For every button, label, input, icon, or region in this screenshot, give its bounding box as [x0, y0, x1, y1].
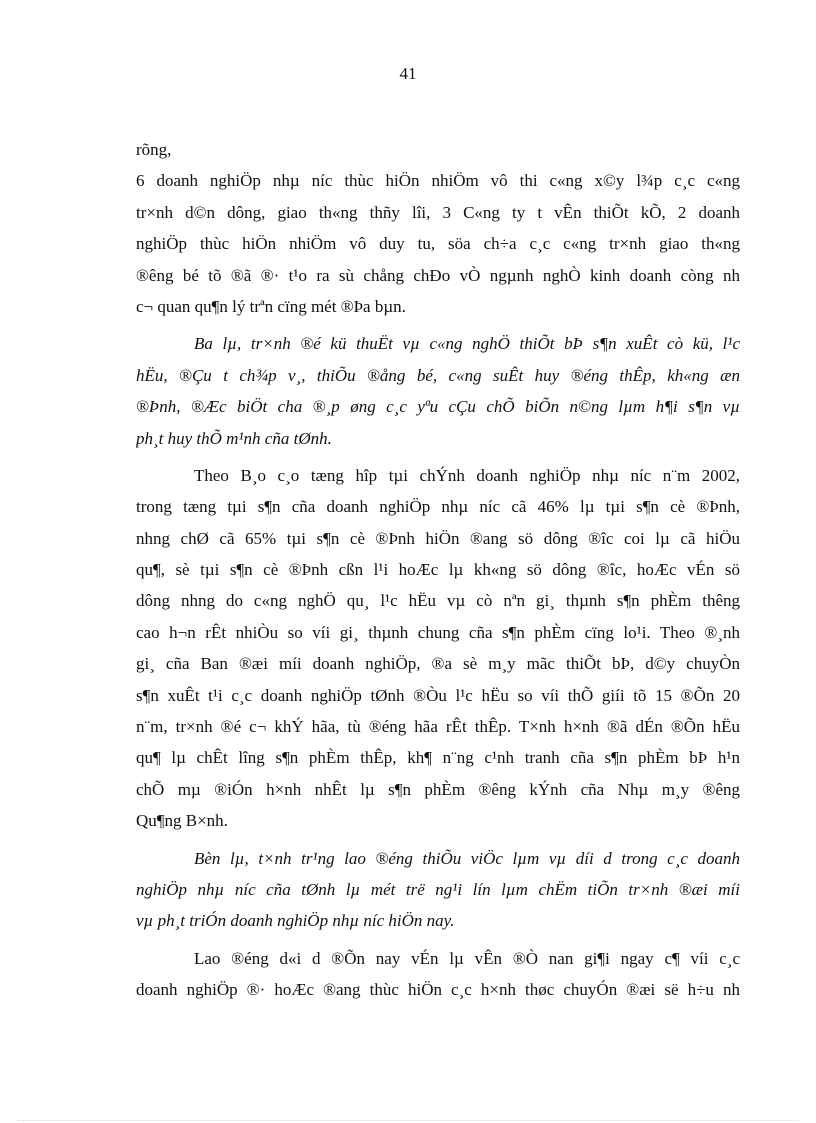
text-line: Theo B¸o c¸o tæng hîp tµi chÝnh doanh nghiÖp nhµ níc n¨m 2002,	[194, 465, 740, 485]
text-line: Ba lµ, tr×nh ®é kü thuËt vµ c«ng nghÖ thiÕt bÞ s¶n xuÊt cò kü, l¹c	[194, 334, 740, 354]
text-line: trong tæng tµi s¶n cña doanh nghiÖp nhµ níc cã 46% lµ tµi s¶n cè ®Þnh,	[136, 497, 740, 517]
paragraph-bao-cao	[136, 460, 740, 837]
text-line: chÕ mµ ®iÓn h×nh nhÊt lµ s¶n phÈm ®êng kÝnh cña Nhµ m¸y ®êng	[136, 779, 740, 799]
text-line: ®êng bé tõ ®ã ®· t¹o ra sù chång chÐo vÒ ngµnh nghÒ kinh doanh còng nh	[136, 265, 740, 285]
text-line: doanh nghiÖp ®· hoÆc ®ang thùc hiÖn c¸c h×nh thøc chuyÓn ®æi së h÷u nh	[136, 980, 740, 1000]
text-line: Lao ®éng d«i d ®Õn nay vÉn lµ vÊn ®Ò nan gi¶i ngay c¶ víi c¸c	[194, 948, 740, 968]
text-line: cao h¬n rÊt nhiÒu so víi gi¸ thµnh chung cña s¶n phÈm cïng lo¹i. Theo ®¸nh	[136, 622, 740, 642]
text-line: hËu, ®Çu t ch¾p v¸, thiÕu ®ång bé, c«ng suÊt huy ®éng thÊp, kh«ng æn	[136, 365, 740, 385]
page-number: 41	[399, 64, 417, 83]
paragraph-ba-la	[136, 328, 740, 454]
text-line: nhng chØ cã 65% tµi s¶n cè ®Þnh hiÖn ®ang sö dông ®îc coi lµ cã hiÖu	[136, 528, 740, 548]
text-line: vµ ph¸t triÓn doanh nghiÖp nhµ níc hiÖn nay.	[136, 911, 455, 931]
text-line: rõng,	[136, 140, 172, 159]
text-line: ph¸t huy thÕ m¹nh cña tØnh.	[136, 428, 332, 448]
text-line: dông nhng do c«ng nghÖ qu¸ l¹c hËu vµ cò nªn gi¸ thµnh s¶n phÈm thêng	[136, 591, 740, 611]
text-line: 6 doanh nghiÖp nhµ níc thùc hiÖn nhiÖm vô thi c«ng x©y l¾p c¸c c«ng	[136, 171, 740, 191]
paragraph-continuation	[136, 134, 740, 322]
text-line: s¶n xuÊt t¹i c¸c doanh nghiÖp tØnh ®Òu l¹c hËu so víi thÕ giíi tõ 15 ®Õn 20	[136, 685, 740, 705]
text-line: gi¸ cña Ban ®æi míi doanh nghiÖp, ®a sè m¸y mãc thiÕt bÞ, d©y chuyÒn	[136, 654, 740, 674]
text-line: Bèn lµ, t×nh tr¹ng lao ®éng thiÕu viÖc lµm vµ díi d trong c¸c doanh	[194, 848, 740, 868]
text-line: n¨m, tr×nh ®é c¬ khÝ hãa, tù ®éng hãa rÊt thÊp. T×nh h×nh ®ã dÉn ®Õn hËu	[136, 717, 740, 737]
text-line: ®Þnh, ®Æc biÖt cha ®¸p øng c¸c yªu cÇu chÕ biÕn n©ng lµm h¶i s¶n vµ	[136, 397, 740, 417]
text-line: nghiÖp thùc hiÖn nhiÖm vô duy tu, söa ch÷a c¸c c«ng tr×nh giao th«ng	[136, 234, 740, 254]
paragraph-lao-dong	[136, 943, 740, 1006]
page-bottom-divider	[18, 1120, 798, 1121]
text-line: qu¶, sè tµi s¶n cè ®Þnh cßn l¹i hoÆc lµ kh«ng sö dông ®îc, hoÆc vÉn sö	[136, 560, 740, 580]
text-line: Qu¶ng B×nh.	[136, 811, 228, 831]
document-body	[136, 134, 740, 1006]
text-line: qu¶ lµ chÊt lîng s¶n phÈm thÊp, kh¶ n¨ng c¹nh tranh cña s¶n phÈm bÞ h¹n	[136, 748, 740, 768]
text-line: nghiÖp nhµ níc cña tØnh lµ mét trë ng¹i lín lµm chËm tiÕn tr×nh ®æi míi	[136, 879, 740, 899]
paragraph-bon-la	[136, 843, 740, 937]
text-line: c¬ quan qu¶n lý trªn cïng mét ®Þa bµn.	[136, 296, 406, 316]
text-line: tr×nh d©n dông, giao th«ng thñy lîi, 3 C«ng ty t vÊn thiÕt kÕ, 2 doanh	[136, 202, 740, 222]
